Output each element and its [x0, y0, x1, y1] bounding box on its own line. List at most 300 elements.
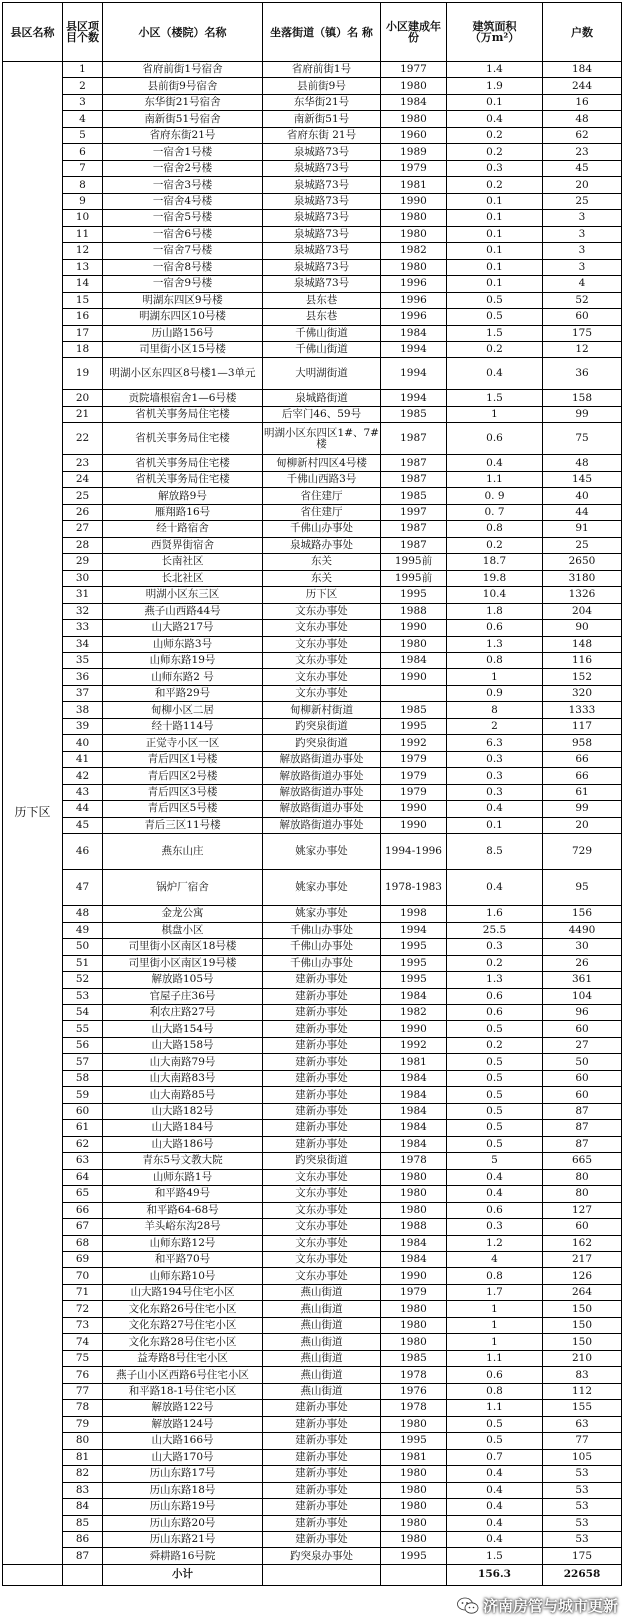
cell-seq: 52 [63, 972, 103, 988]
cell-name: 明湖东四区10号楼 [103, 309, 263, 325]
cell-street: 燕山街道 [263, 1383, 381, 1399]
table-row [3, 751, 622, 767]
cell-year: 1984 [381, 325, 447, 341]
cell-households: 23 [543, 144, 622, 160]
cell-households: 60 [543, 1087, 622, 1103]
cell-seq: 85 [63, 1515, 103, 1531]
cell-area: 0.4 [447, 870, 543, 906]
cell-street: 千佛山办事处 [263, 922, 381, 938]
cell-name: 燕子山小区西路6号住宅小区 [103, 1367, 263, 1383]
cell-area: 0.1 [447, 259, 543, 275]
cell-area: 0.6 [447, 1202, 543, 1218]
cell-area: 0.5 [447, 1120, 543, 1136]
cell-year: 1990 [381, 801, 447, 817]
cell-year: 1980 [381, 1499, 447, 1515]
cell-street: 省府前街1号 [263, 62, 381, 78]
cell-name: 解放路122号 [103, 1400, 263, 1416]
table-row [3, 972, 622, 988]
cell-households: 99 [543, 801, 622, 817]
cell-area: 5 [447, 1153, 543, 1169]
cell-seq: 18 [63, 341, 103, 357]
cell-name: 南新街51号宿舍 [103, 111, 263, 127]
cell-street: 省住建厅 [263, 504, 381, 520]
table-row [3, 768, 622, 784]
cell-year: 1978 [381, 1153, 447, 1169]
cell-area: 0.4 [447, 1169, 543, 1185]
cell-year: 1984 [381, 1252, 447, 1268]
header-seq: 县区项目个数 [63, 3, 103, 62]
cell-year: 1978 [381, 1367, 447, 1383]
cell-seq: 35 [63, 653, 103, 669]
cell-seq: 54 [63, 1004, 103, 1020]
cell-households: 175 [543, 1548, 622, 1564]
cell-seq: 78 [63, 1400, 103, 1416]
cell-street: 建新办事处 [263, 1070, 381, 1086]
cell-year: 1987 [381, 471, 447, 487]
cell-area: 0.4 [447, 1186, 543, 1202]
cell-seq: 56 [63, 1037, 103, 1053]
cell-households: 95 [543, 870, 622, 906]
cell-area: 8.5 [447, 834, 543, 870]
cell-area: 0.1 [447, 243, 543, 259]
cell-seq: 36 [63, 669, 103, 685]
cell-area: 4 [447, 1252, 543, 1268]
cell-area: 0.8 [447, 653, 543, 669]
cell-street: 东关 [263, 554, 381, 570]
cell-seq: 61 [63, 1120, 103, 1136]
cell-area: 0.3 [447, 784, 543, 800]
cell-seq: 22 [63, 423, 103, 455]
cell-households: 77 [543, 1433, 622, 1449]
cell-name: 和平路18-1号住宅小区 [103, 1383, 263, 1399]
cell-households: 75 [543, 423, 622, 455]
table-row [3, 1153, 622, 1169]
cell-area: 0.1 [447, 276, 543, 292]
cell-name: 青后四区3号楼 [103, 784, 263, 800]
cell-area: 0.4 [447, 801, 543, 817]
cell-name: 长南社区 [103, 554, 263, 570]
cell-households: 4490 [543, 922, 622, 938]
cell-households: 12 [543, 341, 622, 357]
cell-year: 1984 [381, 1087, 447, 1103]
table-row [3, 144, 622, 160]
cell-households: 104 [543, 988, 622, 1004]
cell-area: 0.1 [447, 817, 543, 833]
cell-street: 文东办事处 [263, 685, 381, 701]
cell-street: 趵突泉街道 [263, 1153, 381, 1169]
cell-name: 和平路70号 [103, 1252, 263, 1268]
cell-year: 1980 [381, 1466, 447, 1482]
cell-street: 建新办事处 [263, 1037, 381, 1053]
cell-year: 1990 [381, 620, 447, 636]
table-row [3, 341, 622, 357]
cell-seq: 63 [63, 1153, 103, 1169]
cell-name: 一宿舍4号楼 [103, 193, 263, 209]
cell-name: 和平路49号 [103, 1186, 263, 1202]
table-row [3, 834, 622, 870]
table-row [3, 1466, 622, 1482]
cell-seq: 62 [63, 1136, 103, 1152]
cell-name: 锅炉厂宿舍 [103, 870, 263, 906]
cell-street: 建新办事处 [263, 1466, 381, 1482]
cell-households: 3 [543, 226, 622, 242]
cell-street: 姚家办事处 [263, 906, 381, 922]
cell-street: 燕山街道 [263, 1334, 381, 1350]
table-row [3, 801, 622, 817]
cell-seq: 79 [63, 1416, 103, 1432]
cell-area: 0.2 [447, 177, 543, 193]
cell-households: 90 [543, 620, 622, 636]
cell-area: 0.4 [447, 111, 543, 127]
cell-seq: 20 [63, 390, 103, 406]
cell-street: 趵突泉街道 [263, 735, 381, 751]
cell-name: 司里街小区15号楼 [103, 341, 263, 357]
cell-name: 省府前街1号宿舍 [103, 62, 263, 78]
table-row [3, 1070, 622, 1086]
cell-households: 60 [543, 1070, 622, 1086]
header-street: 坐落街道（镇）名 称 [263, 3, 381, 62]
cell-households: 729 [543, 834, 622, 870]
cell-area: 0.1 [447, 210, 543, 226]
cell-seq: 24 [63, 471, 103, 487]
cell-street: 解放路街道办事处 [263, 751, 381, 767]
cell-year: 1996 [381, 276, 447, 292]
cell-area: 0.5 [447, 1070, 543, 1086]
cell-year: 1980 [381, 1531, 447, 1547]
table-row [3, 210, 622, 226]
cell-year: 1990 [381, 1021, 447, 1037]
cell-year: 1996 [381, 292, 447, 308]
cell-households: 16 [543, 94, 622, 110]
cell-area: 1.4 [447, 62, 543, 78]
cell-area: 1.2 [447, 1235, 543, 1251]
cell-year: 1980 [381, 111, 447, 127]
cell-seq: 50 [63, 939, 103, 955]
cell-year: 1995 [381, 587, 447, 603]
cell-households: 60 [543, 1021, 622, 1037]
cell-households: 150 [543, 1301, 622, 1317]
cell-area: 1.5 [447, 325, 543, 341]
table-row [3, 504, 622, 520]
cell-street: 建新办事处 [263, 1416, 381, 1432]
cell-name: 青后四区1号楼 [103, 751, 263, 767]
cell-street: 文东办事处 [263, 1186, 381, 1202]
header-households: 户数 [543, 3, 622, 62]
cell-households: 25 [543, 537, 622, 553]
cell-year: 1987 [381, 537, 447, 553]
table-row [3, 325, 622, 341]
cell-seq: 47 [63, 870, 103, 906]
cell-households: 36 [543, 358, 622, 390]
cell-area: 0.3 [447, 939, 543, 955]
cell-street: 解放路街道办事处 [263, 817, 381, 833]
cell-households: 958 [543, 735, 622, 751]
cell-name: 山大路217号 [103, 620, 263, 636]
table-row [3, 735, 622, 751]
cell-households: 145 [543, 471, 622, 487]
table-row [3, 111, 622, 127]
cell-seq: 32 [63, 603, 103, 619]
table-row [3, 455, 622, 471]
cell-households: 80 [543, 1169, 622, 1185]
cell-area: 0.4 [447, 1515, 543, 1531]
cell-year: 1995 [381, 718, 447, 734]
table-row [3, 1515, 622, 1531]
table-row [3, 817, 622, 833]
cell-name: 历山东路17号 [103, 1466, 263, 1482]
cell-name: 山大路184号 [103, 1120, 263, 1136]
cell-households: 52 [543, 292, 622, 308]
cell-year: 1979 [381, 784, 447, 800]
cell-households: 83 [543, 1367, 622, 1383]
cell-households: 112 [543, 1383, 622, 1399]
cell-street: 燕山街道 [263, 1317, 381, 1333]
header-row [3, 3, 622, 62]
cell-street: 建新办事处 [263, 1449, 381, 1465]
cell-households: 87 [543, 1103, 622, 1119]
cell-year: 1984 [381, 1120, 447, 1136]
cell-area: 0. 9 [447, 488, 543, 504]
cell-households: 148 [543, 636, 622, 652]
cell-area: 0.9 [447, 685, 543, 701]
table-row [3, 193, 622, 209]
cell-name: 青东5号文教大院 [103, 1153, 263, 1169]
cell-street: 泉城路73号 [263, 226, 381, 242]
table-row [3, 1169, 622, 1185]
cell-seq: 2 [63, 78, 103, 94]
cell-households: 53 [543, 1499, 622, 1515]
cell-seq: 84 [63, 1499, 103, 1515]
cell-street: 县东巷 [263, 292, 381, 308]
cell-area: 0.2 [447, 144, 543, 160]
table-row [3, 1531, 622, 1547]
cell-households: 3 [543, 210, 622, 226]
cell-seq: 29 [63, 554, 103, 570]
header-name: 小区（楼院）名称 [103, 3, 263, 62]
cell-area: 0.2 [447, 955, 543, 971]
cell-seq: 23 [63, 455, 103, 471]
cell-households: 126 [543, 1268, 622, 1284]
cell-name: 明湖小区东三区 [103, 587, 263, 603]
cell-name: 利农庄路27号 [103, 1004, 263, 1020]
table-row [3, 127, 622, 143]
cell-name: 历山东路19号 [103, 1499, 263, 1515]
cell-name: 山大路194号住宅小区 [103, 1284, 263, 1300]
table-row [3, 1004, 622, 1020]
cell-seq: 69 [63, 1252, 103, 1268]
table-row [3, 1548, 622, 1564]
cell-year: 1980 [381, 1334, 447, 1350]
cell-households: 1333 [543, 702, 622, 718]
cell-seq: 49 [63, 922, 103, 938]
cell-area: 0.8 [447, 1268, 543, 1284]
cell-name: 山大南路83号 [103, 1070, 263, 1086]
cell-area: 6.3 [447, 735, 543, 751]
cell-year: 1992 [381, 735, 447, 751]
cell-name: 山师东路2 号 [103, 669, 263, 685]
cell-seq: 55 [63, 1021, 103, 1037]
cell-street: 建新办事处 [263, 1136, 381, 1152]
cell-street: 建新办事处 [263, 1482, 381, 1498]
cell-seq: 72 [63, 1301, 103, 1317]
cell-street: 泉城路73号 [263, 276, 381, 292]
cell-name: 贡院墙根宿舍1—6号楼 [103, 390, 263, 406]
cell-street: 千佛山办事处 [263, 521, 381, 537]
cell-seq: 73 [63, 1317, 103, 1333]
cell-households: 184 [543, 62, 622, 78]
cell-households: 27 [543, 1037, 622, 1053]
cell-households: 45 [543, 160, 622, 176]
cell-seq: 42 [63, 768, 103, 784]
cell-seq: 53 [63, 988, 103, 1004]
cell-households: 127 [543, 1202, 622, 1218]
watermark [457, 1595, 618, 1616]
cell-households: 162 [543, 1235, 622, 1251]
table-row [3, 1416, 622, 1432]
cell-street: 建新办事处 [263, 972, 381, 988]
table-row [3, 423, 622, 455]
cell-seq: 28 [63, 537, 103, 553]
cell-name: 一宿舍9号楼 [103, 276, 263, 292]
cell-street: 姚家办事处 [263, 870, 381, 906]
cell-households: 105 [543, 1449, 622, 1465]
cell-street: 南新街51号 [263, 111, 381, 127]
cell-households: 60 [543, 309, 622, 325]
cell-area: 1.3 [447, 972, 543, 988]
cell-seq: 31 [63, 587, 103, 603]
cell-street: 历下区 [263, 587, 381, 603]
cell-year: 1998 [381, 906, 447, 922]
cell-seq: 68 [63, 1235, 103, 1251]
cell-year [381, 685, 447, 701]
cell-name: 县前街9号宿舍 [103, 78, 263, 94]
cell-area: 8 [447, 702, 543, 718]
cell-households: 66 [543, 751, 622, 767]
cell-households: 62 [543, 127, 622, 143]
cell-households: 53 [543, 1482, 622, 1498]
table-row [3, 653, 622, 669]
cell-seq: 16 [63, 309, 103, 325]
cell-street: 建新办事处 [263, 1087, 381, 1103]
cell-year: 1995前 [381, 554, 447, 570]
table-row [3, 292, 622, 308]
county-cell: 历下区 [3, 62, 63, 1565]
cell-year: 1984 [381, 1136, 447, 1152]
cell-households: 116 [543, 653, 622, 669]
cell-households: 66 [543, 768, 622, 784]
cell-area: 1 [447, 1317, 543, 1333]
cell-seq: 19 [63, 358, 103, 390]
cell-name: 明湖小区东四区8号楼1—3单元 [103, 358, 263, 390]
cell-area: 0.4 [447, 1531, 543, 1547]
cell-name: 羊头峪东沟28号 [103, 1219, 263, 1235]
cell-name: 文化东路28号住宅小区 [103, 1334, 263, 1350]
cell-name: 青后四区2号楼 [103, 768, 263, 784]
cell-seq: 74 [63, 1334, 103, 1350]
cell-street: 文东办事处 [263, 1252, 381, 1268]
table-row [3, 1268, 622, 1284]
cell-street: 省府东街 21号 [263, 127, 381, 143]
cell-area: 0.2 [447, 537, 543, 553]
table-row [3, 406, 622, 422]
cell-year: 1985 [381, 406, 447, 422]
cell-name: 省机关事务局住宅楼 [103, 471, 263, 487]
cell-street: 文东办事处 [263, 1169, 381, 1185]
cell-households: 91 [543, 521, 622, 537]
cell-name: 省机关事务局住宅楼 [103, 406, 263, 422]
cell-street: 文东办事处 [263, 669, 381, 685]
cell-year: 1989 [381, 144, 447, 160]
subtotal-label: 小计 [103, 1564, 263, 1585]
cell-street: 泉城路73号 [263, 144, 381, 160]
subtotal-households: 22658 [543, 1564, 622, 1585]
cell-name: 和平路64-68号 [103, 1202, 263, 1218]
cell-households: 26 [543, 955, 622, 971]
table-row [3, 1433, 622, 1449]
cell-street: 明湖小区东四区1#、7#楼 [263, 423, 381, 455]
cell-street: 解放路街道办事处 [263, 801, 381, 817]
cell-street: 建新办事处 [263, 1103, 381, 1119]
cell-year: 1976 [381, 1383, 447, 1399]
cell-year: 1978-1983 [381, 870, 447, 906]
cell-name: 山大路158号 [103, 1037, 263, 1053]
cell-street: 泉城路办事处 [263, 537, 381, 553]
table-row [3, 922, 622, 938]
cell-street: 千佛山街道 [263, 341, 381, 357]
cell-street: 燕山街道 [263, 1350, 381, 1366]
cell-area: 0.6 [447, 988, 543, 1004]
cell-street: 县东巷 [263, 309, 381, 325]
table-row [3, 620, 622, 636]
cell-year: 1979 [381, 160, 447, 176]
cell-name: 山大路166号 [103, 1433, 263, 1449]
cell-street: 甸柳新村四区4号楼 [263, 455, 381, 471]
cell-seq: 60 [63, 1103, 103, 1119]
cell-street: 甸柳新村街道 [263, 702, 381, 718]
cell-seq: 77 [63, 1383, 103, 1399]
cell-name: 司里街小区南区19号楼 [103, 955, 263, 971]
table-row [3, 160, 622, 176]
cell-households: 61 [543, 784, 622, 800]
cell-seq: 66 [63, 1202, 103, 1218]
table-row [3, 1219, 622, 1235]
cell-year: 1985 [381, 702, 447, 718]
cell-seq: 3 [63, 94, 103, 110]
cell-area: 0.5 [447, 309, 543, 325]
cell-name: 一宿舍8号楼 [103, 259, 263, 275]
cell-area: 0.5 [447, 292, 543, 308]
table-row [3, 718, 622, 734]
cell-area: 0.3 [447, 1219, 543, 1235]
cell-area: 0.5 [447, 1054, 543, 1070]
cell-seq: 59 [63, 1087, 103, 1103]
cell-year: 1995 [381, 1548, 447, 1564]
cell-area: 1 [447, 406, 543, 422]
subtotal-blank [63, 1564, 103, 1585]
table-row [3, 1103, 622, 1119]
cell-seq: 44 [63, 801, 103, 817]
cell-street: 文东办事处 [263, 1219, 381, 1235]
table-row [3, 1202, 622, 1218]
cell-year: 1995 [381, 939, 447, 955]
cell-area: 0.4 [447, 358, 543, 390]
cell-households: 50 [543, 1054, 622, 1070]
cell-name: 棋盘小区 [103, 922, 263, 938]
table-row [3, 685, 622, 701]
cell-street: 解放路街道办事处 [263, 784, 381, 800]
header-year: 小区建成年份 [381, 3, 447, 62]
cell-street: 文东办事处 [263, 653, 381, 669]
